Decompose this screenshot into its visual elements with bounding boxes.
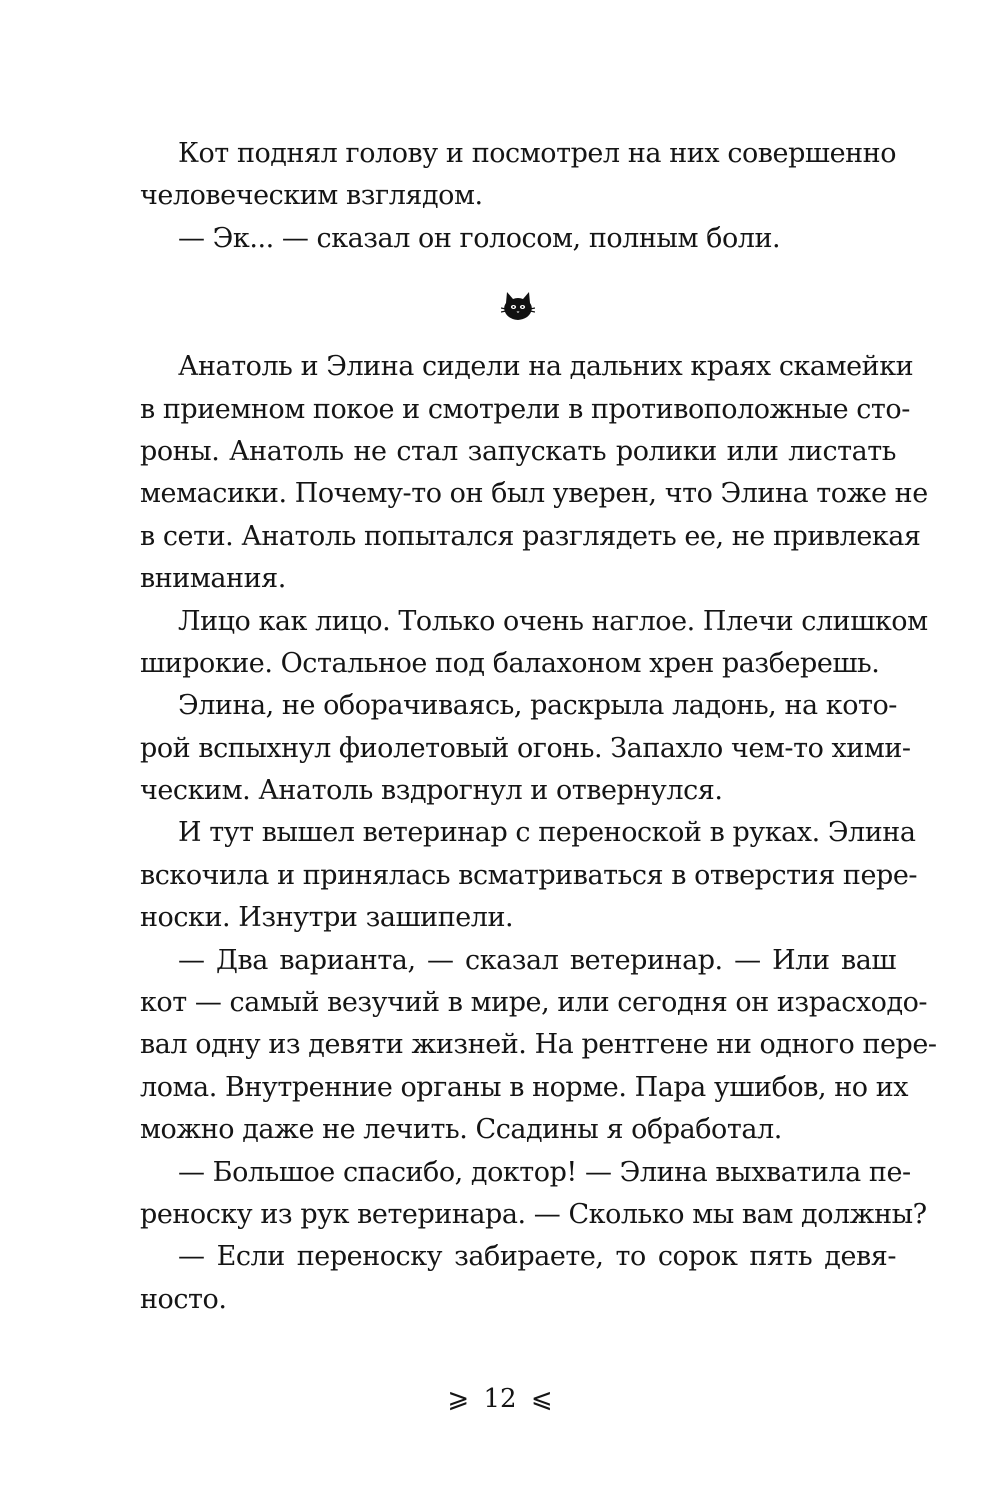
text-line: Кот поднял голову и посмотрел на них совершенно xyxy=(178,138,896,169)
folio-right-mark: ⩽ xyxy=(530,1384,553,1414)
paragraph xyxy=(140,1152,927,1237)
text-line: мемасики. Почему-то он был уверен, что Элина тоже не xyxy=(140,478,928,510)
folio-left-mark: ⩾ xyxy=(447,1384,470,1414)
text-line: лома. Внутренние органы в норме. Пара ушибов, но их xyxy=(140,1071,909,1103)
text-line: в сети. Анатоль попытался разглядеть ее, не привлекая xyxy=(140,520,921,552)
text-line: носто. xyxy=(140,1283,227,1315)
paragraph xyxy=(140,1236,896,1321)
text-line: человеческим взглядом. xyxy=(140,180,483,212)
page-body xyxy=(140,133,937,1321)
text-line: широкие. Остальное под балахоном хрен разберешь. xyxy=(140,647,880,679)
text-line: — Большое спасибо, доктор! — Элина выхватила пе- xyxy=(178,1156,911,1188)
text-line: И тут вышел ветеринар с переноской в руках. Элина xyxy=(178,817,916,849)
text-line: вскочила и принялась всматриваться в отверстия пере- xyxy=(140,859,918,891)
text-line: носки. Изнутри зашипели. xyxy=(140,902,514,934)
paragraph xyxy=(140,218,896,260)
paragraph xyxy=(140,940,937,1152)
text-line: ческим. Анатоль вздрогнул и отвернулся. xyxy=(140,775,723,807)
text-line: вал одну из девяти жизней. На рентгене ни одного пере- xyxy=(140,1029,937,1061)
text-line: кот — самый везучий в мире, или сегодня он израсходо- xyxy=(140,987,928,1019)
page-footer xyxy=(0,1378,1000,1419)
page-number: 12 xyxy=(483,1384,517,1414)
paragraph xyxy=(140,133,896,218)
paragraph xyxy=(140,812,918,939)
text-line: внимания. xyxy=(140,563,286,595)
text-line: рой вспыхнул фиолетовый огонь. Запахло чем-то хими- xyxy=(140,732,911,764)
paragraph xyxy=(140,601,928,686)
paragraph xyxy=(140,685,911,812)
text-line: роны. Анатоль не стал запускать ролики или листать xyxy=(140,435,896,467)
text-line: — Если переноску забираете, то сорок пять девя- xyxy=(178,1241,896,1273)
paragraph xyxy=(140,346,928,600)
text-line: Анатоль и Элина сидели на дальних краях скамейки xyxy=(178,351,914,383)
text-line: Лицо как лицо. Только очень наглое. Плечи слишком xyxy=(178,605,928,637)
text-line: — Эк... — сказал он голосом, полным боли. xyxy=(178,222,781,254)
text-line: — Два варианта, — сказал ветеринар. — Или ваш xyxy=(178,944,896,976)
section-break-ornament xyxy=(140,260,896,346)
text-line: реноску из рук ветеринара. — Сколько мы вам должны? xyxy=(140,1198,927,1230)
text-line: в приемном покое и смотрели в противоположные сто- xyxy=(140,393,910,425)
cat-head-icon xyxy=(501,290,535,322)
text-line: можно даже не лечить. Ссадины я обработал. xyxy=(140,1114,782,1146)
text-line: Элина, не оборачиваясь, раскрыла ладонь, на кото- xyxy=(178,690,897,722)
